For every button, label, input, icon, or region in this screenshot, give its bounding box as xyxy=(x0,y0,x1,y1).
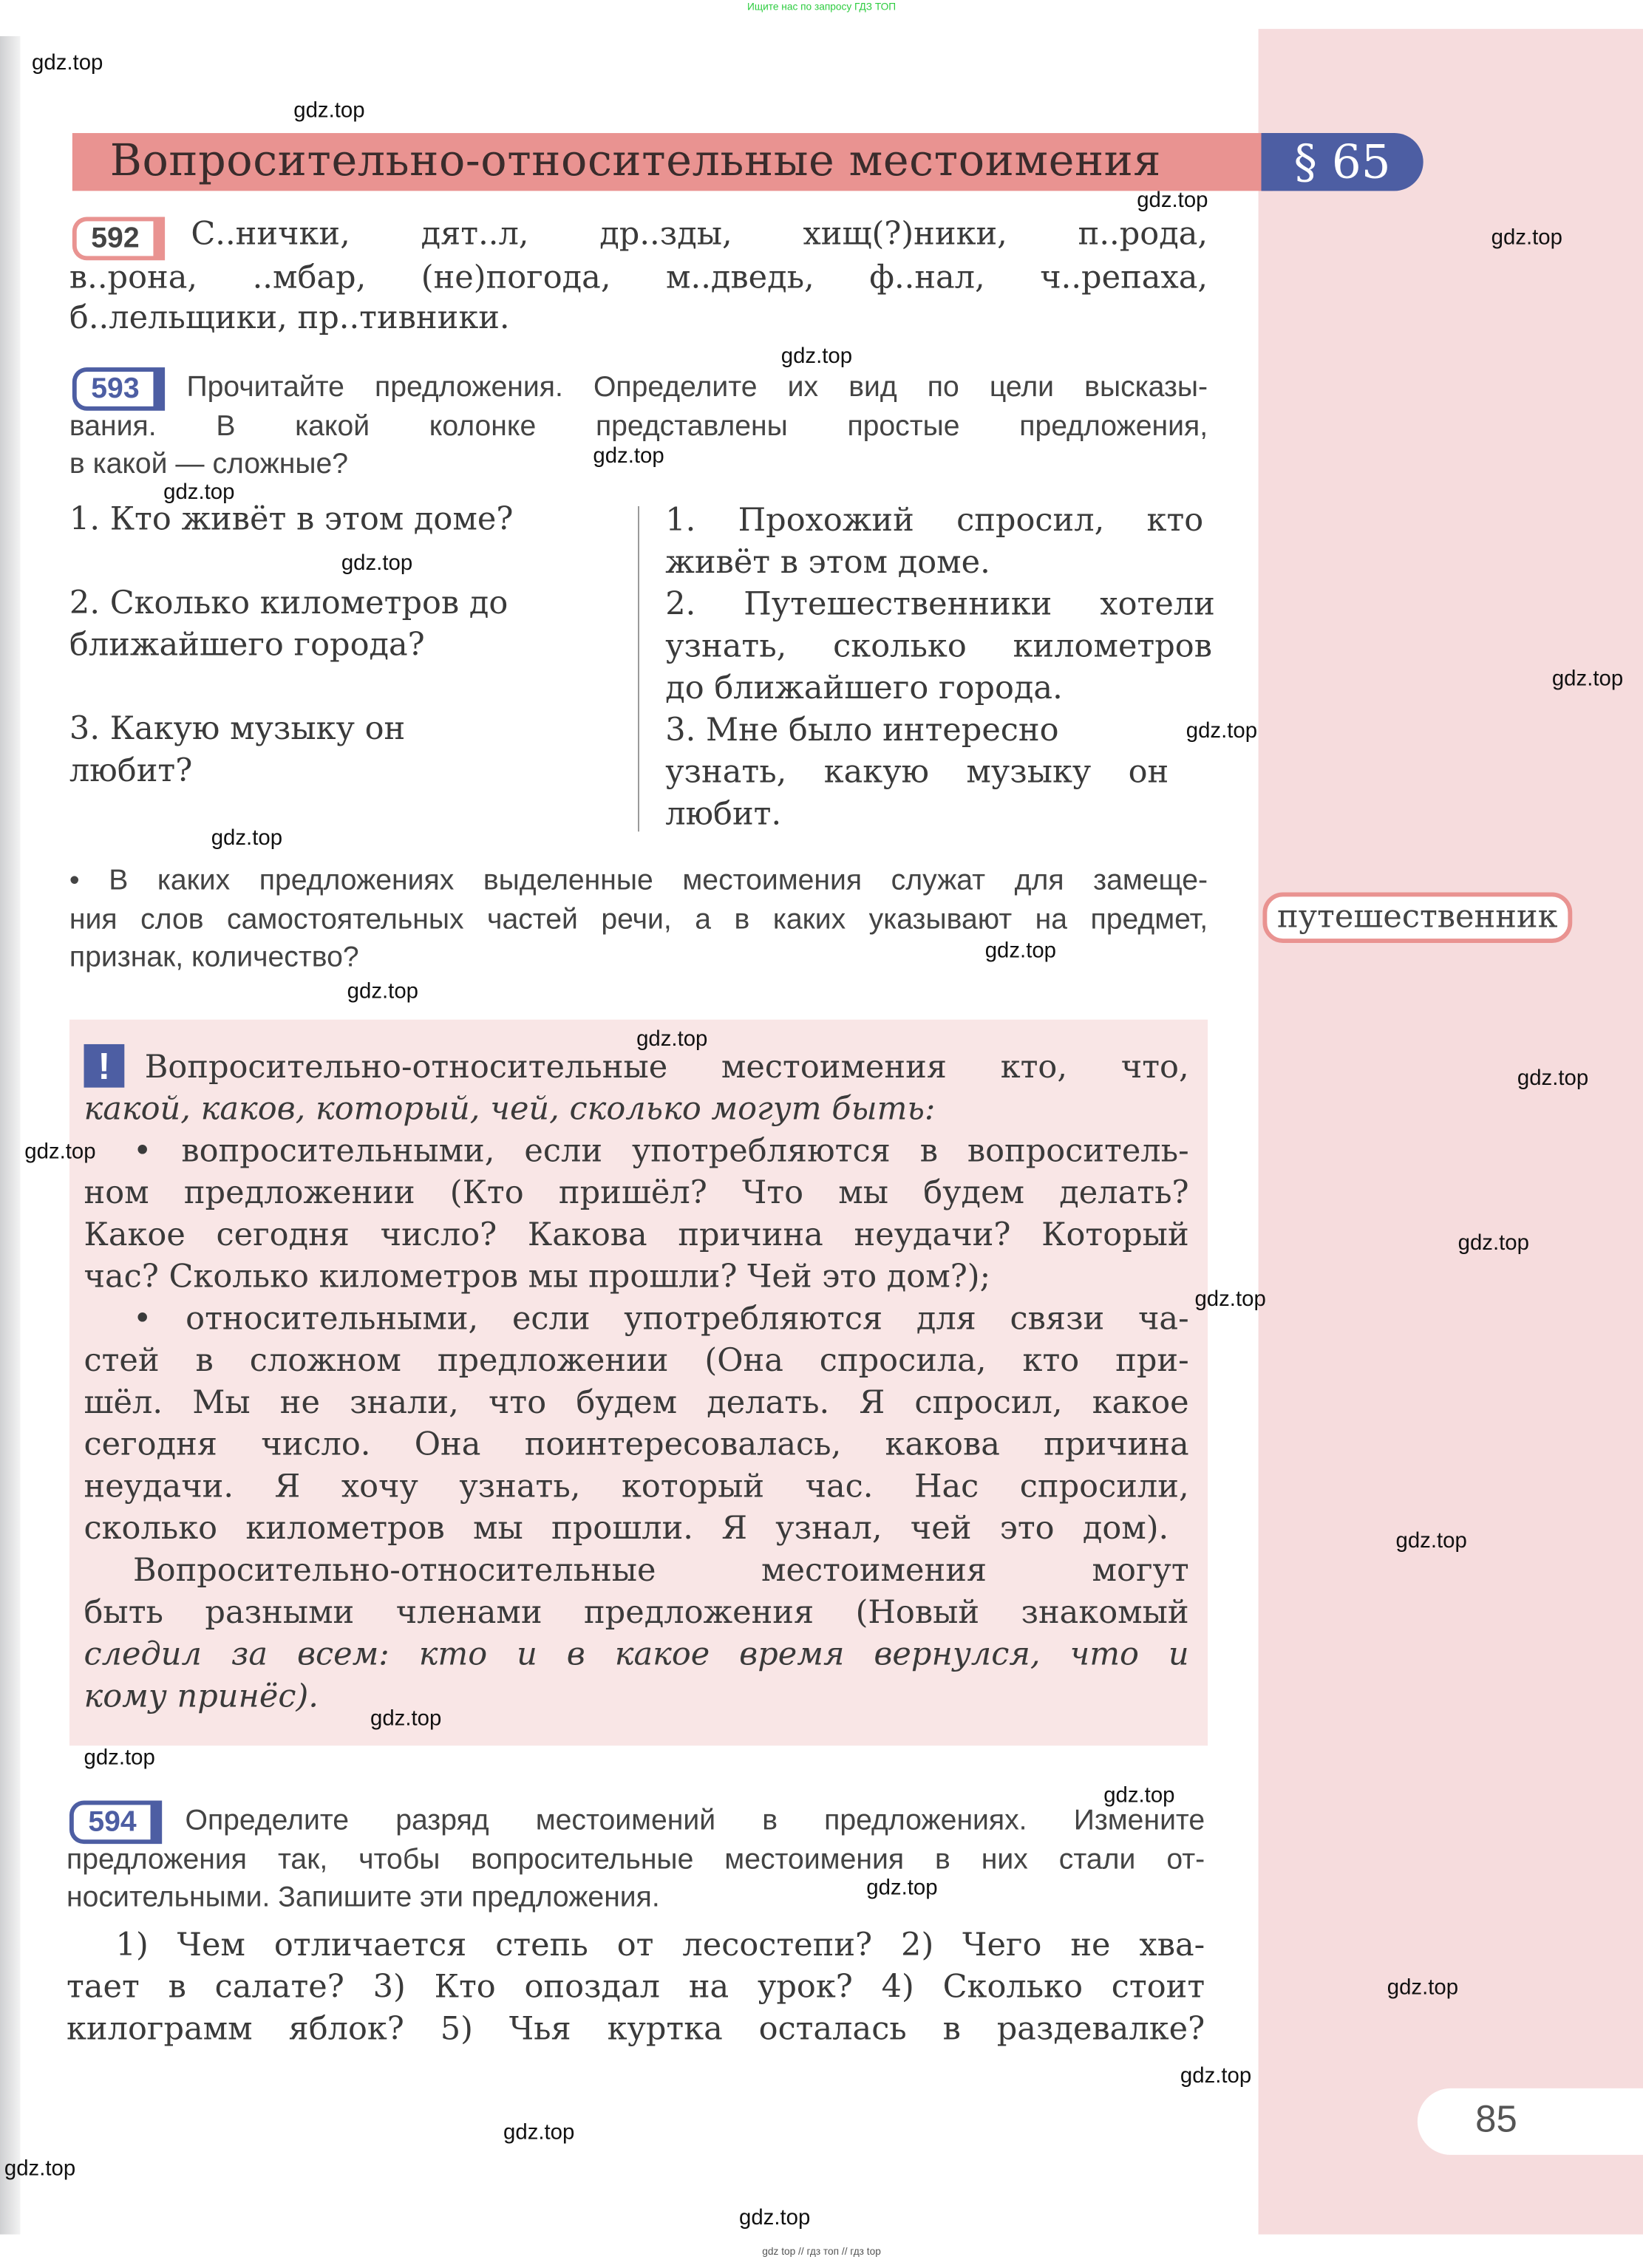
section-badge: § 65 xyxy=(1262,133,1423,191)
watermark: gdz.top xyxy=(1180,2063,1252,2088)
right-col-line: узнать, сколько километров xyxy=(665,629,1212,666)
rule-line: сколько километров мы прошли. Я узнал, чей это дом). xyxy=(84,1511,1169,1547)
right-col-line: 3. Мне было интересно xyxy=(665,712,1059,749)
rule-line: Какое сегодня число? Какова причина неудачи? Который xyxy=(84,1217,1189,1254)
watermark: gdz.top xyxy=(1395,1528,1467,1553)
exercise-number-593: 593 xyxy=(72,367,166,411)
ex594-sentence: килограмм яблок? 5) Чья куртка осталась в раздевалке? xyxy=(67,2012,1205,2049)
exclamation-icon: ! xyxy=(84,1044,125,1088)
right-col-line: 2. Путешественники хотели xyxy=(665,587,1215,624)
ex594-line: носительными. Запишите эти предложения. xyxy=(67,1882,660,1914)
right-col-line: живёт в этом доме. xyxy=(665,545,990,582)
watermark: gdz.top xyxy=(780,344,853,370)
ex594-line: предложения так, чтобы вопросительные местоимения в них стали от- xyxy=(67,1844,1205,1876)
rule-line: неудачи. Я хочу узнать, который час. Нас спросили, xyxy=(84,1469,1189,1506)
watermark: gdz.top xyxy=(1103,1782,1175,1808)
exercise-number-592: 592 xyxy=(72,217,166,261)
right-col-line: до ближайшего города. xyxy=(665,671,1063,707)
column-divider xyxy=(638,506,639,831)
left-col-line: 3. Какую музыку он xyxy=(69,711,406,748)
watermark: gdz.top xyxy=(293,98,365,123)
watermark: gdz.top xyxy=(84,1746,155,1771)
rule-line: • относительными, если употребляются для связи ча- xyxy=(133,1301,1189,1338)
ex593-line: в какой — сложные? xyxy=(69,448,349,480)
watermark: gdz.top xyxy=(24,1140,96,1165)
watermark: gdz.top xyxy=(4,2156,76,2182)
left-col-line: ближайшего города? xyxy=(69,627,425,664)
rule-line: кому принёс). xyxy=(84,1679,319,1716)
margin-column xyxy=(1259,29,1643,2234)
rule-line: час? Сколько километров мы прошли? Чей это дом?); xyxy=(84,1259,991,1296)
page-title: Вопросительно-относительные местоимения xyxy=(109,135,1162,187)
watermark: gdz.top xyxy=(984,939,1057,964)
question-line: • В каких предложениях выделенные местоимения служат для замеще- xyxy=(69,865,1208,897)
rule-line: ном предложении (Кто пришёл? Что мы будем делать? xyxy=(84,1176,1189,1212)
watermark: gdz.top xyxy=(593,443,664,469)
rule-line: какой, каков, который, чей, сколько могут быть: xyxy=(84,1092,936,1128)
ex593-line: Прочитайте предложения. Определите их вид по цели высказы- xyxy=(186,371,1208,404)
ex594-sentence: тает в салате? 3) Кто опоздал на урок? 4) Сколько стоит xyxy=(67,1969,1205,2006)
watermark: gdz.top xyxy=(341,551,413,576)
rule-line: • вопросительными, если употребляются в вопроситель- xyxy=(133,1134,1189,1171)
ex592-line: б..лельщики, пр..тивники. xyxy=(69,301,510,337)
watermark: gdz.top xyxy=(1457,1230,1529,1256)
left-col-line: любит? xyxy=(69,753,193,790)
top-note: Ищите нас по запросу ГДЗ ТОП xyxy=(746,2,897,13)
ex592-line: С..нички, дят..л, др..зды, хищ(?)ники, п..рода, xyxy=(191,217,1208,253)
rule-line: сегодня число. Она поинтересовалась, какова причина xyxy=(84,1427,1189,1464)
watermark: gdz.top xyxy=(347,978,419,1004)
watermark: gdz.top xyxy=(1551,667,1624,692)
right-col-line: 1. Прохожий спросил, кто xyxy=(665,503,1204,539)
ex594-line: Определите разряд местоимений в предложениях. Измените xyxy=(185,1805,1205,1837)
watermark: gdz.top xyxy=(1186,718,1258,743)
watermark: gdz.top xyxy=(370,1706,442,1731)
ex592-line: в..рона, ..мбар, (не)погода, м..дведь, ф..нал, ч..репаха, xyxy=(69,260,1208,297)
rule-line: следил за всем: кто и в какое время вернулся, что и xyxy=(84,1637,1189,1674)
watermark: gdz.top xyxy=(163,480,235,505)
watermark: gdz.top xyxy=(1517,1066,1589,1091)
rule-line: быть разными членами предложения (Новый знакомый xyxy=(84,1595,1189,1632)
exercise-number-594: 594 xyxy=(69,1800,163,1844)
rule-line: стей в сложном предложении (Она спросила, кто при- xyxy=(84,1344,1189,1380)
watermark: gdz.top xyxy=(866,1876,938,1901)
rule-line: Вопросительно-относительные местоимения кто, что, xyxy=(144,1049,1189,1086)
vocabulary-word: путешественник xyxy=(1262,892,1572,942)
watermark: gdz.top xyxy=(1137,188,1208,213)
watermark: gdz.top xyxy=(1491,225,1562,251)
left-col-line: 1. Кто живёт в этом доме? xyxy=(69,502,514,539)
left-col-line: 2. Сколько километров до xyxy=(69,585,508,622)
rule-line: шёл. Мы не знали, что будем делать. Я спросил, какое xyxy=(84,1385,1189,1422)
watermark: gdz.top xyxy=(1387,1975,1459,2000)
watermark: gdz.top xyxy=(503,2119,575,2145)
page-number: 85 xyxy=(1475,2097,1517,2141)
watermark: gdz.top xyxy=(211,825,283,851)
rule-line: Вопросительно-относительные местоимения могут xyxy=(133,1553,1189,1590)
watermark: gdz.top xyxy=(739,2205,811,2230)
footer-note: gdz top // гдз топ // гдз top xyxy=(762,2247,881,2258)
page-edge xyxy=(0,36,20,2235)
watermark: gdz.top xyxy=(1194,1287,1266,1312)
question-line: признак, количество? xyxy=(69,941,359,974)
ex593-line: вания. В какой колонке представлены простые предложения, xyxy=(69,410,1208,443)
watermark: gdz.top xyxy=(32,50,103,75)
question-line: ния слов самостоятельных частей речи, а в каких указывают на предмет, xyxy=(69,904,1208,936)
right-col-line: любит. xyxy=(665,797,782,834)
watermark: gdz.top xyxy=(636,1026,708,1052)
ex594-sentence: 1) Чем отличается степь от лесостепи? 2) Чего не хва- xyxy=(115,1927,1205,1964)
right-col-line: узнать, какую музыку он xyxy=(665,755,1169,791)
page-number-box xyxy=(1418,2088,1643,2155)
